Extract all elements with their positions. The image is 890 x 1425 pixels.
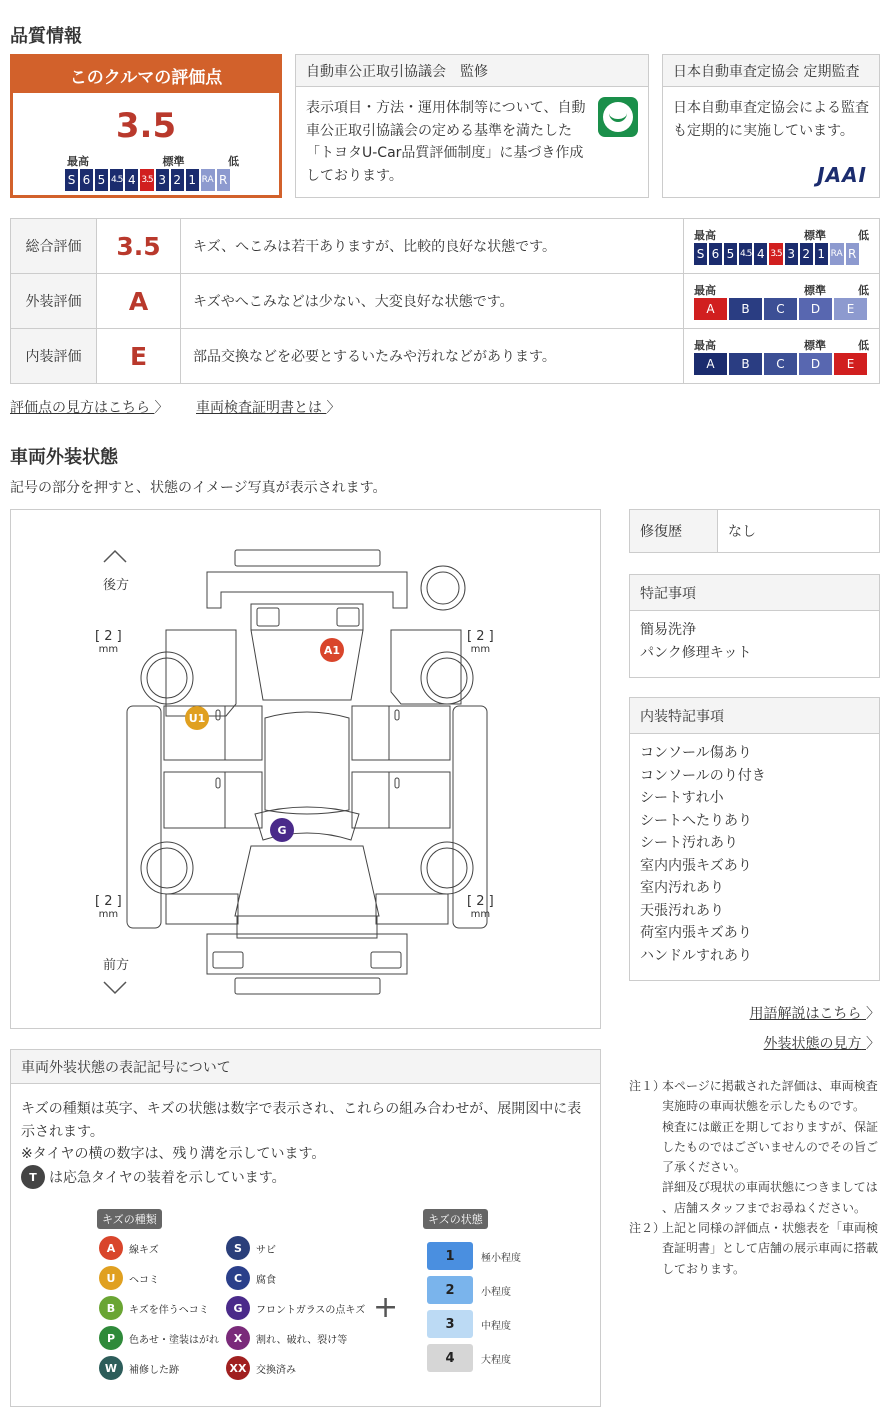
scale-cell: 2 [171,169,184,191]
scale-cell: S [694,243,707,265]
note-line: 査証明書」として店舗の展示車両に搭載 [662,1241,879,1256]
kind-label: 腐食 [256,1274,276,1286]
eval-desc: キズやへこみなどは少ない、大変良好な状態です。 [181,274,684,329]
eval-scale [694,353,869,375]
list-item: シート汚れあり [640,835,738,851]
table-row [11,274,880,329]
assoc-box-body: 表示項目・方法・運用体制等について、自動車公正取引協議会の定める基準を満たした「トヨタU-Car品質評価制度」に基づき作成しております。 [306,100,586,184]
eval-scale-cell [684,329,880,384]
scale-cell: 4.5 [110,169,123,191]
how-to-read-link[interactable]: 評価点の見方はこちら 〉 [10,397,168,417]
note2-head: 注２） [629,1221,666,1236]
kind-code-icon: P [99,1326,123,1350]
scale-cell: RA [830,243,844,265]
note-line: 詳細及び現状の車両状態につきましては [662,1180,878,1195]
legend-kind-u [99,1266,159,1290]
note-line: しております。 [662,1261,746,1276]
legend-level-1 [427,1242,521,1270]
chevron-right-icon: 〉 [866,1036,880,1052]
scale-cell: C [764,298,797,320]
kind-code-icon: S [226,1236,250,1260]
level-number: 3 [427,1310,473,1338]
kind-code-icon: U [99,1266,123,1290]
car-diagram-box [10,509,601,1029]
list-item: シートへたりあり [640,812,752,829]
scale-cell: 1 [186,169,199,191]
eval-scale [694,243,869,265]
scale-cell: 4.5 [739,243,752,265]
notes [629,1076,880,1279]
legend-kind-x [226,1326,347,1350]
damage-mark-a1[interactable]: A1 [320,638,344,662]
level-label: 小程度 [481,1286,511,1298]
kind-label: 色あせ・塗装はがれ [129,1334,219,1346]
list-item: 室内内張キズあり [640,857,752,874]
scale-low-label: 低 [858,229,869,242]
scale-cell: B [729,298,762,320]
scale-high-label: 最高 [67,155,89,168]
scale-cell: B [729,353,762,375]
scale-std-label: 標準 [804,229,826,242]
scale-cell: 4 [125,169,138,191]
kind-code-icon: C [226,1266,250,1290]
scale-cell: A [694,298,727,320]
scale-cell: D [799,298,832,320]
tread-rear-right: [ 2 ] mm [467,629,494,655]
scale-cell: 2 [800,243,813,265]
legend-kind-b [99,1296,209,1320]
rating-card [10,54,282,198]
eval-scale-cell [684,274,880,329]
scale-high-label: 最高 [694,229,716,242]
eval-scale-cell [684,219,880,274]
chevron-right-icon: 〉 [326,400,341,416]
list-item: コンソールのり付き [640,767,766,784]
legend-box [10,1049,601,1407]
assoc-box-header: 日本自動車査定協会 定期監査 [663,55,879,87]
rear-label: 後方 [103,578,130,593]
scale-cell: 5 [95,169,108,191]
tread-rear-left: [ 2 ] mm [95,629,122,655]
assoc-box-fair-trade [295,54,649,198]
chevron-right-icon: 〉 [866,1006,880,1022]
kinds-tag: キズの種類 [97,1209,162,1229]
eval-label: 外装評価 [11,274,97,329]
legend-kind-s [226,1236,276,1260]
kind-code-icon: XX [226,1356,250,1380]
special-notes-header: 特記事項 [630,575,879,611]
note-line: 了承ください。 [662,1160,747,1175]
scale-cell: 5 [724,243,737,265]
scale-cell: C [764,353,797,375]
chevron-down-icon [104,982,126,993]
level-label: 大程度 [481,1354,511,1366]
eval-desc: キズ、へこみは若干ありますが、比較的良好な状態です。 [181,219,684,274]
kind-label: キズを伴うヘコミ [129,1304,209,1316]
scale-cell: A [694,353,727,375]
scale-cell: E [834,353,867,375]
glossary-link[interactable]: 用語解説はこちら 〉 [750,1003,880,1023]
assoc-box-header: 自動車公正取引協議会 監修 [296,55,648,87]
kind-code-icon: X [226,1326,250,1350]
kind-code-icon: G [226,1296,250,1320]
eval-label: 総合評価 [11,219,97,274]
note-line: したものではございませんのでその旨ご [662,1139,879,1154]
eval-score: A [97,274,181,329]
kind-label: ヘコミ [129,1274,159,1286]
rating-card-score: 3.5 [115,106,177,146]
damage-mark-u1[interactable]: U1 [185,706,209,730]
scale-cell: S [65,169,78,191]
level-label: 中程度 [481,1320,511,1332]
legend-level-4 [427,1344,511,1372]
scale-high-label: 最高 [694,284,716,297]
note-line: 本ページに掲載された評価は、車両検査 [662,1079,878,1093]
level-label: 極小程度 [481,1252,521,1264]
scale-cell: 4 [754,243,767,265]
scale-low-label: 低 [228,155,239,168]
scale-cell: RA [201,169,215,191]
chevron-up-icon [104,551,126,562]
legend-kind-w [99,1356,179,1380]
eval-scale [694,298,869,320]
fair-trade-logo-icon [598,97,638,137]
interior-notes-box [629,697,880,981]
repair-label: 修復歴 [630,510,718,552]
note-line: 検査には厳正を期しておりますが、保証 [662,1119,879,1134]
kind-label: 線キズ [129,1244,159,1256]
scale-std-label: 標準 [804,284,826,297]
page-title: 品質情報 [10,26,82,47]
table-row [11,329,880,384]
legend-kind-g [226,1296,365,1320]
level-number: 4 [427,1344,473,1372]
scale-low-label: 低 [858,339,869,352]
list-item: コンソール傷あり [640,745,752,761]
list-item: 荷室内張キズあり [640,925,752,941]
note-line: 実施時の車両状態を示したものです。 [662,1099,866,1114]
exterior-subtitle: 記号の部分を押すと、状態のイメージ写真が表示されます。 [10,480,387,496]
interior-notes-header: 内装特記事項 [630,698,879,734]
scale-cell: 3.5 [140,169,153,191]
rating-card-header: このクルマの評価点 [13,57,279,93]
legend-kind-p [99,1326,219,1350]
note-line: 上記と同様の評価点・状態表を「車両検 [662,1221,879,1236]
legend-kind-c [226,1266,276,1290]
legend-line3: は応急タイヤの装着を示しています。 [49,1170,286,1186]
levels-tag: キズの状態 [423,1209,488,1229]
exterior-guide-link[interactable]: 外装状態の見方 〉 [764,1033,880,1053]
certificate-link[interactable]: 車両検査証明書とは 〉 [196,397,340,417]
tread-front-left: [ 2 ] mm [95,894,122,920]
kind-label: 割れ、破れ、裂け等 [256,1334,348,1346]
list-item: 簡易洗浄 [640,622,696,638]
damage-mark-g[interactable]: G [270,818,294,842]
eval-score: E [97,329,181,384]
legend-level-3 [427,1310,511,1338]
level-number: 2 [427,1276,473,1304]
table-row [11,219,880,274]
evaluation-table [10,218,880,384]
jaai-logo: JAAI [817,163,867,187]
kind-label: フロントガラスの点キズ [256,1304,366,1316]
eval-label: 内装評価 [11,329,97,384]
scale-cell: R [846,243,859,265]
scale-low-label: 低 [858,284,869,297]
assoc-box-jaai [662,54,880,198]
chevron-right-icon: 〉 [154,400,169,416]
legend-level-2 [427,1276,511,1304]
list-item: 室内汚れあり [640,880,724,896]
plus-sign: + [373,1290,399,1325]
scale-cell: 6 [709,243,722,265]
scale-cell: 3.5 [769,243,782,265]
level-number: 1 [427,1242,473,1270]
scale-cell: D [799,353,832,375]
scale-cell: E [834,298,867,320]
kind-label: サビ [256,1244,276,1256]
rating-scale [65,169,241,191]
assoc-box-body: 日本自動車査定協会による監査も定期的に実施しています。 [673,100,869,139]
scale-std-label: 標準 [804,339,826,352]
front-label: 前方 [103,958,130,973]
car-diagram [11,510,600,1028]
legend-header: 車両外装状態の表記記号について [11,1050,600,1084]
exterior-title: 車両外装状態 [10,447,118,468]
special-notes-box [629,574,880,678]
legend-kind-a [99,1236,159,1260]
repair-value: なし [728,524,756,540]
scale-std-label: 標準 [162,155,185,168]
legend-kind-xx [226,1356,296,1380]
note-line: 、店舗スタッフまでお尋ねください。 [662,1200,867,1215]
list-item: ハンドルすれあり [640,947,752,964]
list-item: シートすれ小 [640,790,724,806]
eval-desc: 部品交換などを必要とするいたみや汚れなどがあります。 [181,329,684,384]
repair-history-box [629,509,880,553]
kind-code-icon: B [99,1296,123,1320]
scale-cell: 6 [80,169,93,191]
note1-head: 注１） [629,1079,666,1093]
legend-line1: キズの種類は英字、キズの状態は数字で表示され、これらの組み合わせが、展開図中に表示されます。 [21,1101,582,1140]
list-item: パンク修理キット [640,644,752,661]
tread-front-right: [ 2 ] mm [467,894,494,920]
scale-cell: 3 [785,243,798,265]
scale-cell: 3 [156,169,169,191]
legend-line2: ※タイヤの横の数字は、残り溝を示しています。 [21,1146,326,1162]
scale-cell: R [217,169,230,191]
scale-high-label: 最高 [694,339,716,352]
scale-cell: 1 [815,243,828,265]
kind-label: 交換済み [256,1364,296,1376]
kind-label: 補修した跡 [129,1364,179,1376]
spare-tire-t-icon: T [21,1165,45,1189]
kind-code-icon: A [99,1236,123,1260]
list-item: 天張汚れあり [640,902,724,919]
eval-score: 3.5 [97,219,181,274]
kind-code-icon: W [99,1356,123,1380]
